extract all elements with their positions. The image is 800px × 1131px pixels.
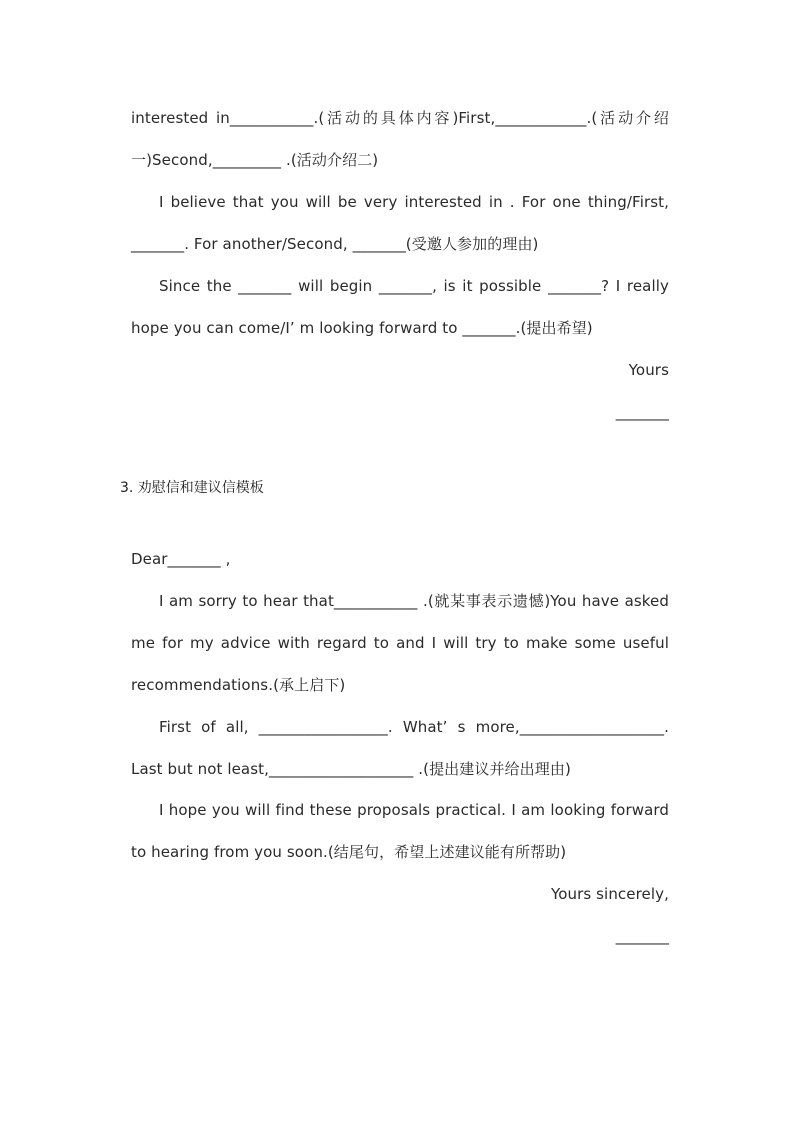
signature-blank: _______: [615, 927, 669, 945]
text-line: me for my advice with regard to and I will try to make some useful: [131, 634, 669, 652]
text-line: interested in___________.(活动的具体内容)First,____________.(活动介绍: [131, 109, 669, 127]
text-line: recommendations.(承上启下): [131, 676, 346, 694]
text-line: I am sorry to hear that___________ .(就某事表示遗憾)You have asked: [159, 592, 669, 610]
text-line: hope you can come/I’ m looking forward to _______.(提出希望): [131, 319, 593, 337]
text-line: I believe that you will be very interested in . For one thing/First,: [159, 193, 669, 211]
text-line: _______. For another/Second, _______(受邀人参加的理由): [131, 235, 539, 253]
letter-salutation: Dear_______ ,: [131, 550, 231, 568]
text-line: to hearing from you soon.(结尾句，希望上述建议能有所帮助): [131, 843, 567, 861]
letter-closing: Yours sincerely,: [550, 885, 669, 903]
text-line: Since the _______ will begin _______, is it possible _______? I really: [159, 277, 669, 295]
text-line: 一)Second,_________ .(活动介绍二): [131, 151, 379, 169]
text-line: Last but not least,___________________ .(提出建议并给出理由): [131, 760, 571, 778]
text-line: I hope you will find these proposals practical. I am looking forward: [159, 801, 669, 819]
letter-closing: Yours: [628, 361, 669, 379]
text-line: First of all, _________________. What’ s more,___________________.: [159, 718, 669, 736]
section-heading: 3. 劝慰信和建议信模板: [120, 480, 264, 496]
signature-blank: _______: [615, 403, 669, 421]
